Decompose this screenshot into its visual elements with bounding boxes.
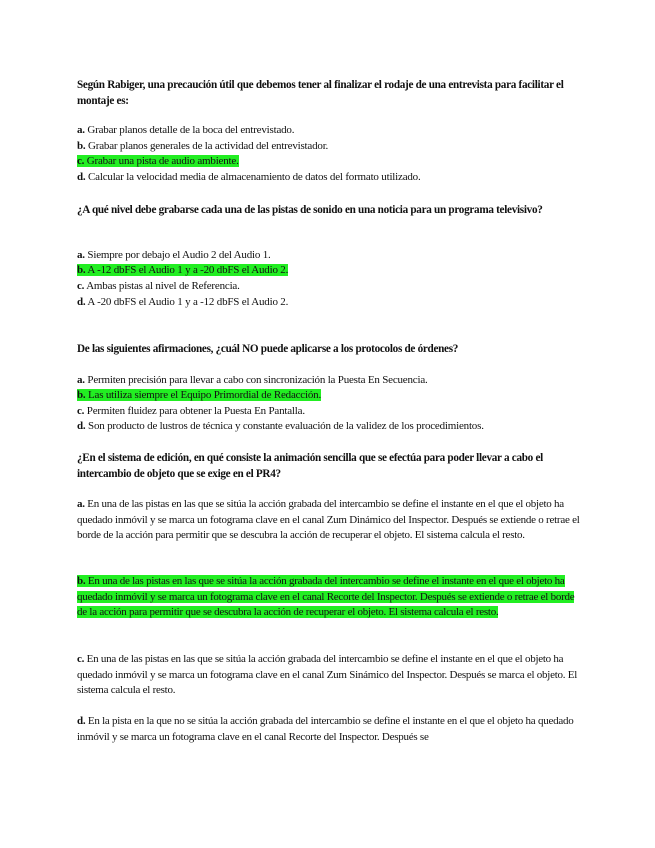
question-1: Según Rabiger, una precaución útil que debemos tener al finalizar el rodaje de una entrevista para facilitar el montaje es:: [77, 79, 564, 107]
option-text: Grabar planos detalle de la boca del entrevistado.: [87, 124, 295, 136]
q3-option-d: [77, 419, 484, 435]
option-text: En una de las pistas en las que se sitúa la acción grabada del intercambio se define el instante en el que el objeto ha quedado inmóvil y se marca un fotograma clave en el canal Recorte del Inspector. Después se extiende o retrae el borde de la acción para permitir que se descubra la acción de recuperar el objeto. El sistema calcula el resto.: [77, 575, 575, 619]
option-letter: a.: [77, 249, 85, 261]
q2-option-a: [77, 248, 271, 264]
option-text: Son producto de lustros de técnica y constante evaluación de la validez de los procedimientos.: [88, 420, 484, 432]
q4-option-b-correct: [77, 574, 582, 621]
option-text: Las utiliza siempre el Equipo Primordial de Redacción.: [88, 389, 321, 401]
q2-option-d: [77, 295, 288, 311]
question-4: ¿En el sistema de edición, en qué consiste la animación sencilla que se efectúa para poder llevar a cabo el intercambio de objeto que se exige en el PR4?: [77, 452, 543, 480]
q1-option-b: [77, 139, 328, 155]
option-letter: c.: [77, 405, 85, 417]
option-letter: b.: [77, 140, 86, 152]
option-text: En una de las pistas en las que se sitúa la acción grabada del intercambio se define el instante en el que el objeto ha quedado inmóvil y se marca un fotograma clave en el canal Zum Dinámico del Inspector. Después se extiende o retrae el borde de la acción para permitir que se descubra la acción de recuperar el objeto. El sistema calcula el resto.: [77, 498, 580, 542]
option-letter: d.: [77, 171, 86, 183]
q4-option-d: [77, 714, 582, 745]
option-text: En una de las pistas en las que se sitúa la acción grabada del intercambio se define el instante en el que el objeto ha quedado inmóvil y se marca un fotograma clave en el canal Zum Sinámico del Inspector. Después se marca el objeto. El sistema calcula el resto.: [77, 653, 578, 697]
q1-option-a: [77, 123, 294, 139]
q3-option-b-correct: [77, 388, 321, 404]
option-text: A -12 dbFS el Audio 1 y a -20 dbFS el Audio 2.: [87, 264, 289, 276]
option-text: Permiten fluidez para obtener la Puesta En Pantalla.: [86, 405, 305, 417]
option-text: Permiten precisión para llevar a cabo con sincronización la Puesta En Secuencia.: [87, 374, 428, 386]
option-letter: d.: [77, 715, 86, 727]
option-letter: a.: [77, 124, 85, 136]
q3-option-a: [77, 373, 428, 389]
option-letter: c.: [77, 653, 85, 665]
option-text: A -20 dbFS el Audio 1 y a -12 dbFS el Audio 2.: [87, 296, 289, 308]
option-text: Calcular la velocidad media de almacenamiento de datos del formato utilizado.: [88, 171, 421, 183]
q4-option-a: [77, 497, 582, 544]
option-letter: a.: [77, 498, 85, 510]
option-text: Grabar planos generales de la actividad del entrevistador.: [88, 140, 329, 152]
q2-option-c: [77, 279, 240, 295]
option-letter: a.: [77, 374, 85, 386]
q4-option-c: [77, 652, 582, 699]
option-text: Siempre por debajo el Audio 2 del Audio 1.: [87, 249, 271, 261]
option-letter: b.: [77, 575, 86, 587]
option-letter: c.: [77, 155, 85, 167]
question-3: De las siguientes afirmaciones, ¿cuál NO puede aplicarse a los protocolos de órdenes?: [77, 343, 459, 355]
q3-option-c: [77, 404, 305, 420]
q1-option-d: [77, 170, 421, 186]
option-letter: b.: [77, 264, 86, 276]
option-letter: d.: [77, 420, 86, 432]
option-text: En la pista en la que no se sitúa la acción grabada del intercambio se define el instante en el que el objeto ha quedado inmóvil y se marca un fotograma clave en el canal Recorte del Inspector. Después se: [77, 715, 574, 743]
q1-option-c-correct: [77, 154, 239, 170]
q2-option-b-correct: [77, 263, 288, 279]
question-2: ¿A qué nivel debe grabarse cada una de las pistas de sonido en una noticia para un programa televisivo?: [77, 204, 543, 216]
option-letter: b.: [77, 389, 86, 401]
option-text: Grabar una pista de audio ambiente.: [86, 155, 239, 167]
option-letter: c.: [77, 280, 85, 292]
option-letter: d.: [77, 296, 86, 308]
option-text: Ambas pistas al nivel de Referencia.: [86, 280, 240, 292]
